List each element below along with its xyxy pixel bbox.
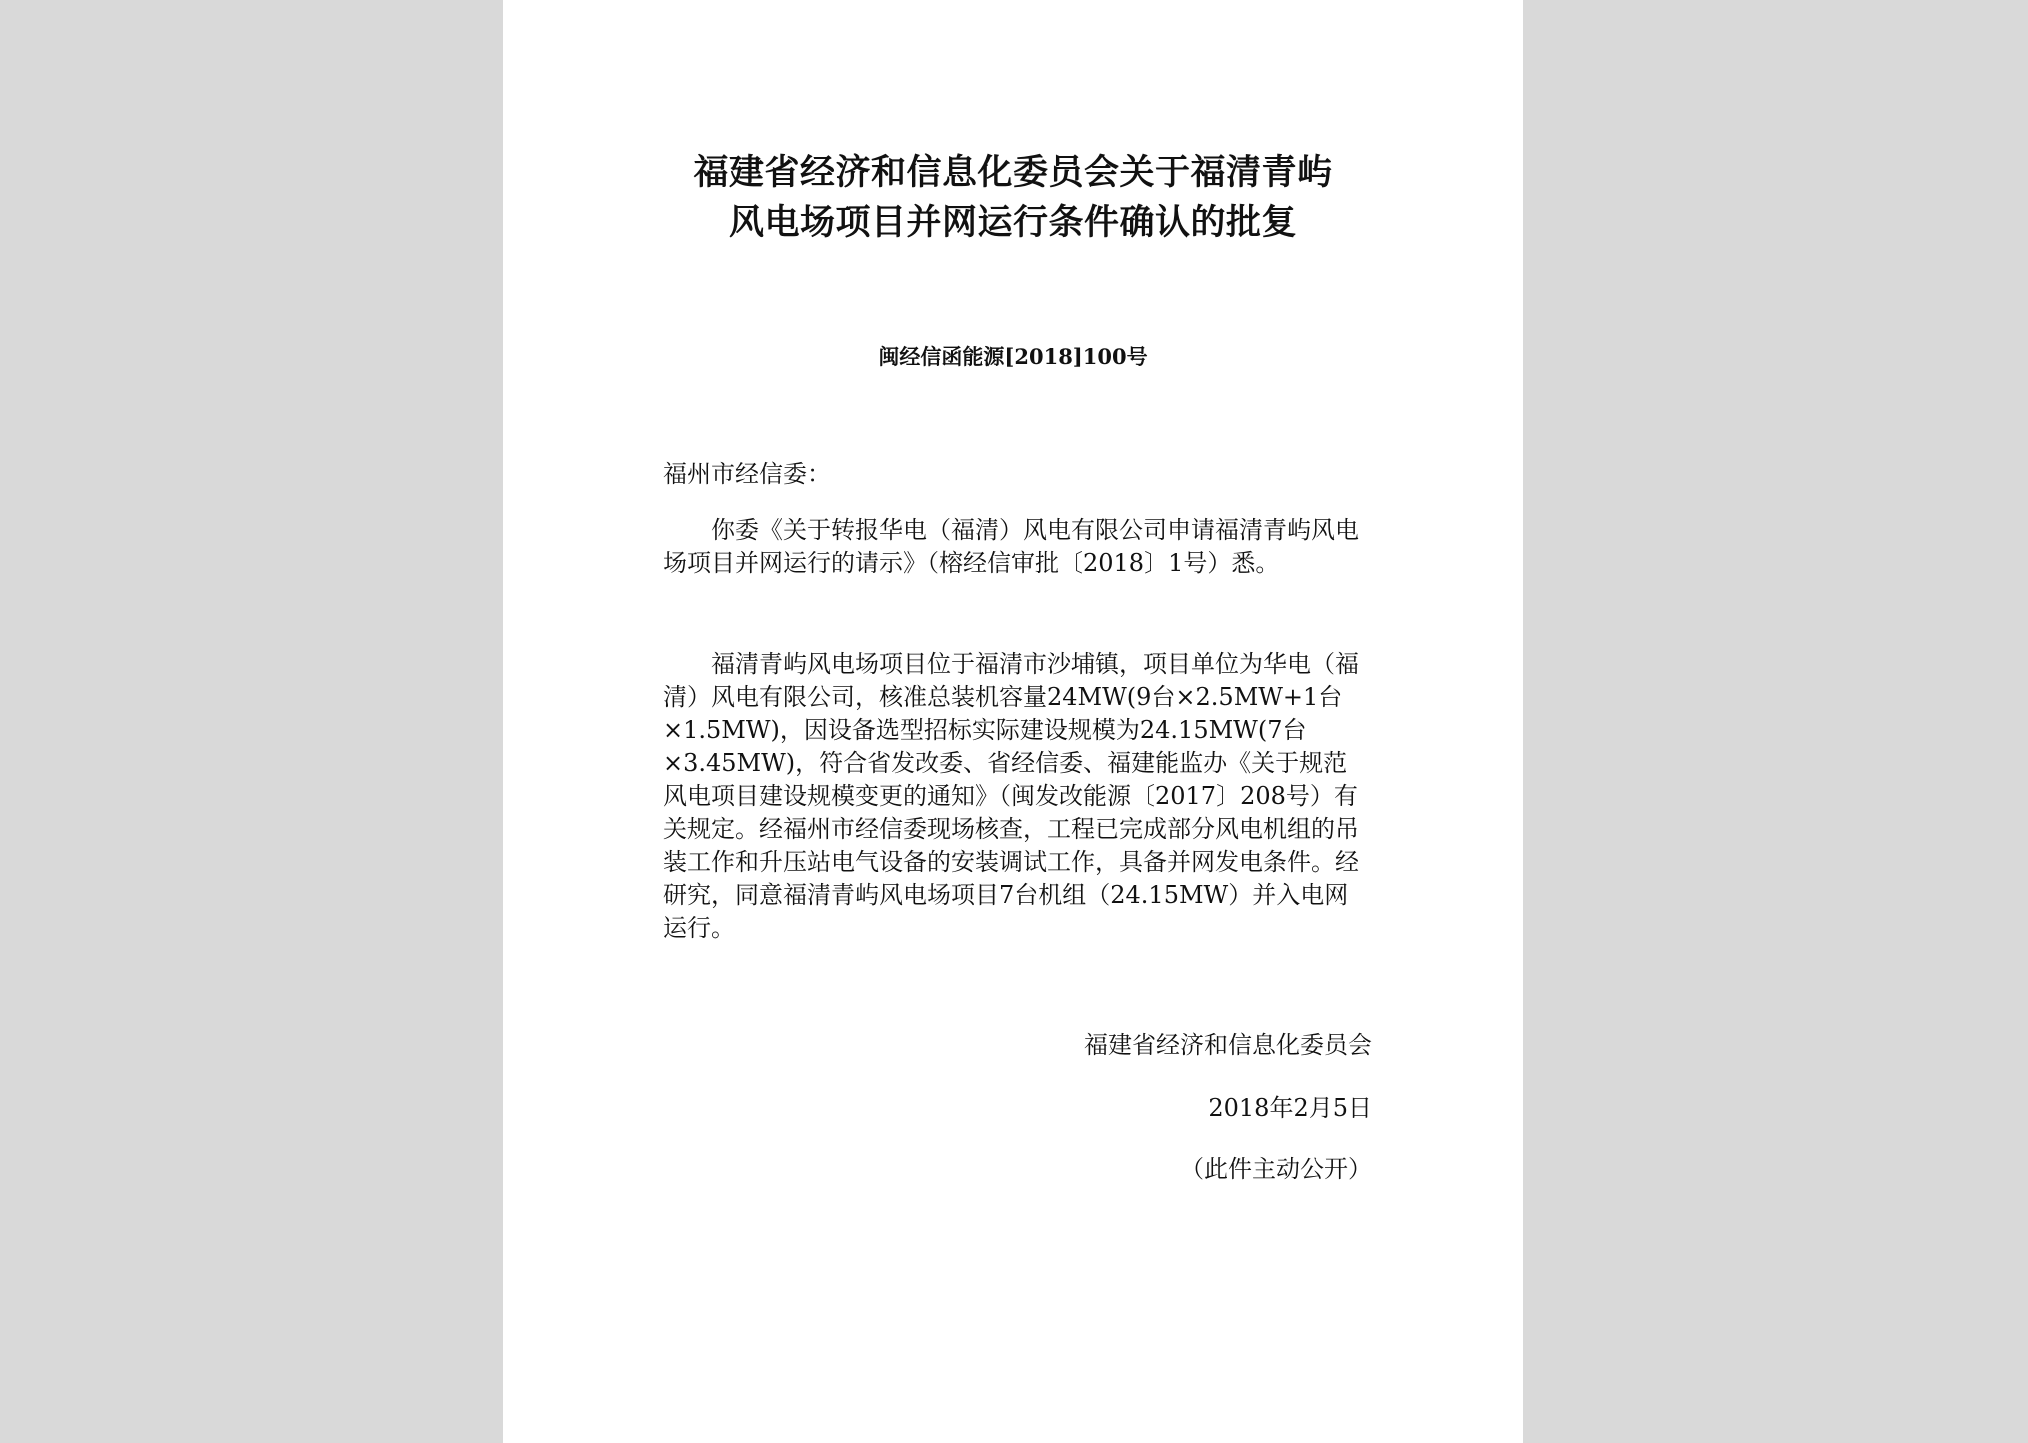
- issue-date: 2018年2月5日: [1208, 1094, 1372, 1122]
- document-title: [503, 148, 1523, 248]
- document-page: [503, 0, 1523, 1443]
- title-line-1: 福建省经济和信息化委员会关于福清青屿: [693, 153, 1333, 193]
- title-line-2: 风电场项目并网运行条件确认的批复: [728, 203, 1297, 243]
- salutation: 福州市经信委：: [663, 460, 831, 488]
- issuer-signature: 福建省经济和信息化委员会: [1084, 1031, 1372, 1059]
- disclosure-note: （此件主动公开）: [1180, 1155, 1372, 1183]
- paragraph-1: 你委《关于转报华电（福清）风电有限公司申请福清青屿风电场项目并网运行的请示》（榕经信审批〔2018〕1号）悉。: [663, 516, 1359, 577]
- document-number: 闽经信函能源[2018]100号: [878, 344, 1148, 369]
- paragraph-2: 福清青屿风电场项目位于福清市沙埔镇，项目单位为华电（福清）风电有限公司，核准总装机容量24MW(9台×2.5MW+1台×1.5MW)，因设备选型招标实际建设规模为24.15MW(7台×3.45MW)，符合省发改委、省经信委、福建能监办《关于规范风电项目建设规模变更的通知》（闽发改能源〔2017〕208号）有关规定。经福州市经信委现场核查，工程已完成部分风电机组的吊装工作和升压站电气设备的安装调试工作，具备并网发电条件。经研究，同意福清青屿风电场项目7台机组（24.15MW）并入电网运行。: [663, 650, 1359, 942]
